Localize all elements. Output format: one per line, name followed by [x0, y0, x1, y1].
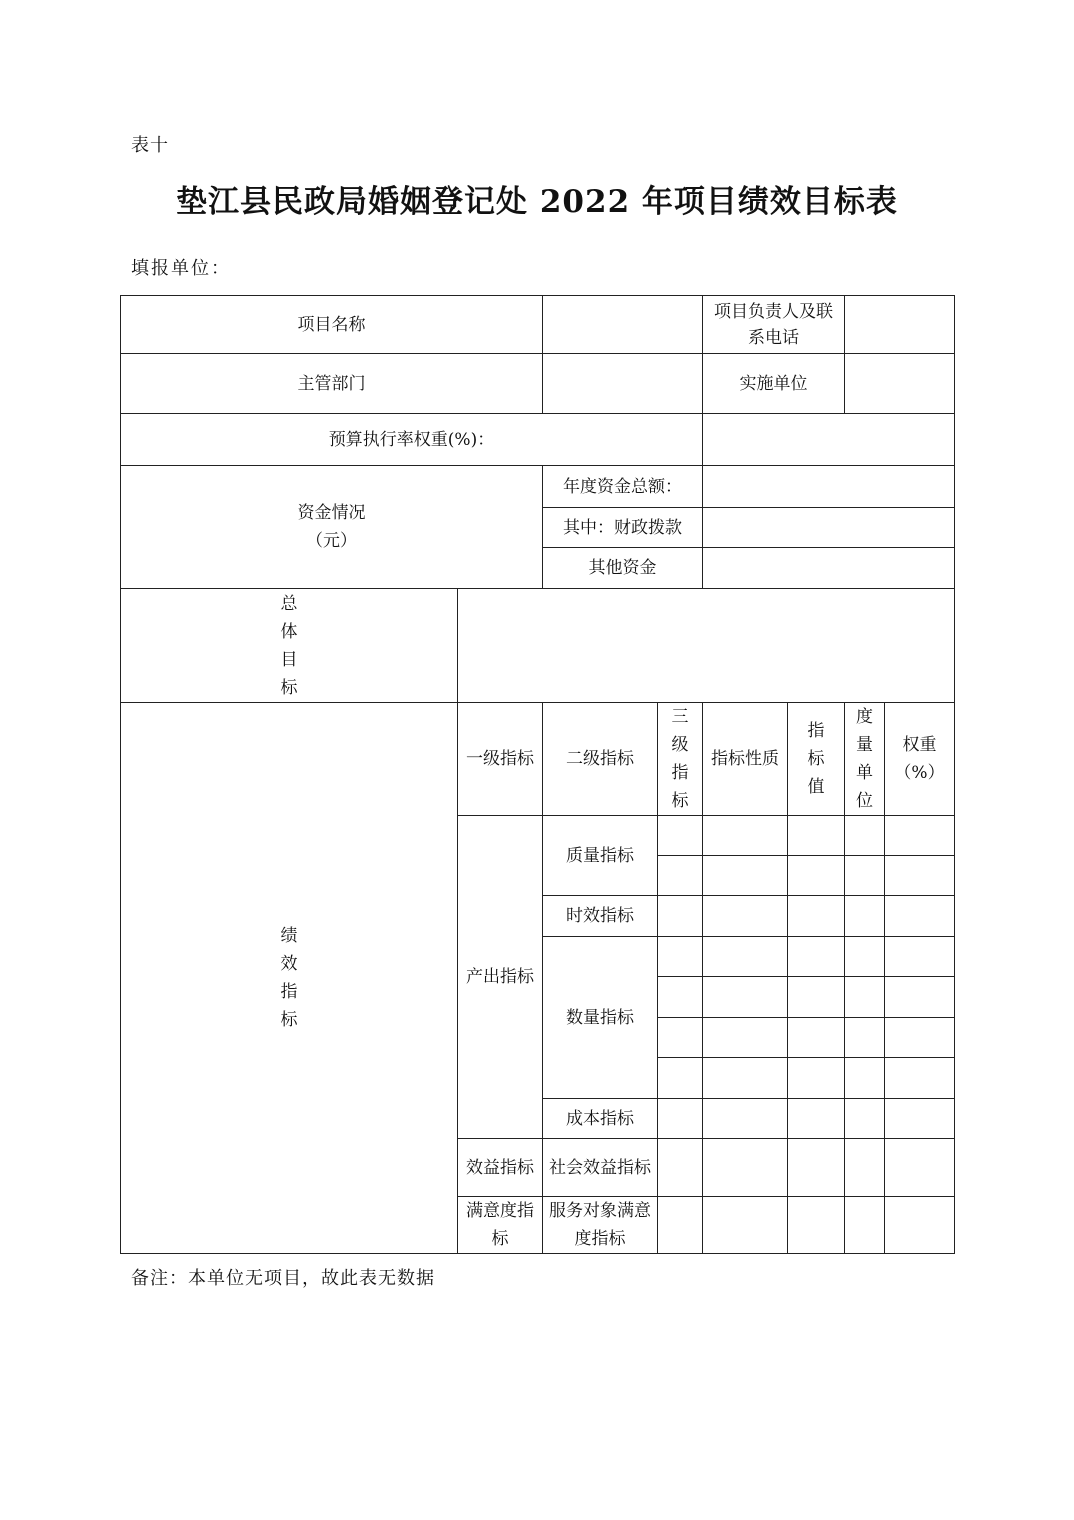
cell — [658, 816, 703, 856]
output-indicator-label: 产出指标 — [458, 816, 543, 1139]
fill-unit-label: 填报单位： — [131, 258, 231, 279]
row-project-name — [121, 296, 955, 354]
other-funds-value — [703, 548, 955, 589]
unit-char: 位 — [856, 791, 873, 811]
cell — [658, 1099, 703, 1139]
cell — [658, 856, 703, 896]
cell — [703, 1139, 788, 1197]
value-char: 标 — [807, 749, 825, 769]
cell — [885, 1018, 955, 1058]
cell — [845, 977, 885, 1018]
perf-label-char: 效 — [280, 954, 298, 974]
quality-indicator-label: 质量指标 — [543, 816, 658, 896]
cell — [788, 856, 845, 896]
perf-label-char: 指 — [280, 982, 298, 1002]
project-owner-contact-value — [845, 296, 955, 354]
cell — [845, 816, 885, 856]
cell — [703, 1197, 788, 1254]
social-benefit-indicator-label: 社会效益指标 — [543, 1139, 658, 1197]
cell — [885, 1099, 955, 1139]
cell — [788, 816, 845, 856]
document-title: 垫江县民政局婚姻登记处 2022 年项目绩效目标表 — [176, 184, 898, 220]
col-weight-header: 权重（%） — [885, 703, 955, 816]
cell — [788, 1139, 845, 1197]
level3-char: 标 — [671, 791, 689, 811]
cell — [885, 896, 955, 937]
cell — [703, 1099, 788, 1139]
cell — [788, 937, 845, 977]
col-level2-header: 二级指标 — [543, 703, 658, 816]
cell — [658, 1018, 703, 1058]
cell — [788, 1099, 845, 1139]
col-nature-header: 指标性质 — [703, 703, 788, 816]
project-name-value — [543, 296, 703, 354]
table-label: 表十 — [131, 135, 169, 156]
value-char: 指 — [807, 721, 825, 741]
level3-char: 级 — [671, 735, 689, 755]
col-value-header — [788, 703, 845, 816]
cell — [788, 977, 845, 1018]
funds-label-cell — [121, 466, 543, 589]
cell — [658, 1058, 703, 1099]
overall-goal-char: 体 — [280, 621, 298, 642]
cell — [845, 1018, 885, 1058]
budget-weight-label: 预算执行率权重(%)： — [121, 414, 703, 466]
funds-unit: （元） — [306, 531, 357, 551]
cell — [845, 1099, 885, 1139]
implementing-unit-value — [845, 354, 955, 414]
implementing-unit-label: 实施单位 — [703, 354, 845, 414]
overall-goal-char: 目 — [280, 649, 298, 670]
cell — [885, 977, 955, 1018]
remark-note: 备注：本单位无项目，故此表无数据 — [131, 1268, 435, 1289]
cell — [845, 937, 885, 977]
cell — [658, 1197, 703, 1254]
quantity-indicator-label: 数量指标 — [543, 937, 658, 1099]
annual-total-value — [703, 466, 955, 508]
funds-label: 资金情况 — [297, 503, 366, 523]
cell — [658, 937, 703, 977]
timeliness-indicator-label: 时效指标 — [543, 896, 658, 937]
supervising-dept-value — [543, 354, 703, 414]
cell — [703, 1058, 788, 1099]
row-overall-goal — [121, 589, 955, 703]
overall-goal-char: 标 — [280, 677, 298, 698]
cell — [658, 1139, 703, 1197]
cell — [845, 896, 885, 937]
project-owner-contact-label: 项目负责人及联系电话 — [703, 296, 845, 354]
cell — [703, 896, 788, 937]
cell — [703, 856, 788, 896]
project-name-label: 项目名称 — [121, 296, 543, 354]
supervising-dept-label: 主管部门 — [121, 354, 543, 414]
row-budget-weight — [121, 414, 955, 466]
cell — [703, 937, 788, 977]
perf-label-char: 绩 — [280, 926, 298, 946]
row-funds-total — [121, 466, 955, 508]
benefit-indicator-label: 效益指标 — [458, 1139, 543, 1197]
value-char: 值 — [807, 777, 825, 797]
performance-target-table — [120, 295, 955, 1254]
row-supervising-dept — [121, 354, 955, 414]
overall-goal-char: 总 — [280, 593, 298, 614]
cell — [845, 856, 885, 896]
cell — [845, 1058, 885, 1099]
fiscal-allocation-label: 其中：财政拨款 — [543, 508, 703, 548]
overall-goal-value — [458, 589, 955, 703]
level3-char: 三 — [671, 707, 689, 727]
cell — [703, 816, 788, 856]
cell — [885, 1058, 955, 1099]
overall-goal-label — [121, 589, 458, 703]
annual-total-label: 年度资金总额： — [543, 466, 703, 508]
cell — [788, 1058, 845, 1099]
cell — [845, 1197, 885, 1254]
unit-char: 度 — [856, 707, 873, 727]
unit-char: 量 — [856, 735, 873, 755]
cell — [885, 1197, 955, 1254]
col-level1-header: 一级指标 — [458, 703, 543, 816]
cell — [885, 1139, 955, 1197]
cell — [788, 1018, 845, 1058]
unit-char: 单 — [856, 763, 873, 783]
col-level3-header — [658, 703, 703, 816]
cell — [885, 937, 955, 977]
perf-label-char: 标 — [280, 1010, 298, 1030]
col-unit-header — [845, 703, 885, 816]
cell — [703, 977, 788, 1018]
cell — [845, 1139, 885, 1197]
cell — [788, 1197, 845, 1254]
budget-weight-value — [703, 414, 955, 466]
cell — [703, 1018, 788, 1058]
cell — [658, 977, 703, 1018]
cell — [885, 856, 955, 896]
satisfaction-indicator-label: 满意度指标 — [458, 1197, 543, 1254]
level3-char: 指 — [671, 763, 689, 783]
cell — [788, 896, 845, 937]
cell — [658, 896, 703, 937]
row-indicator-header — [121, 703, 955, 816]
service-satisfaction-indicator-label: 服务对象满意度指标 — [543, 1197, 658, 1254]
fiscal-allocation-value — [703, 508, 955, 548]
perf-indicator-label — [121, 703, 458, 1254]
other-funds-label: 其他资金 — [543, 548, 703, 589]
cell — [885, 816, 955, 856]
cost-indicator-label: 成本指标 — [543, 1099, 658, 1139]
